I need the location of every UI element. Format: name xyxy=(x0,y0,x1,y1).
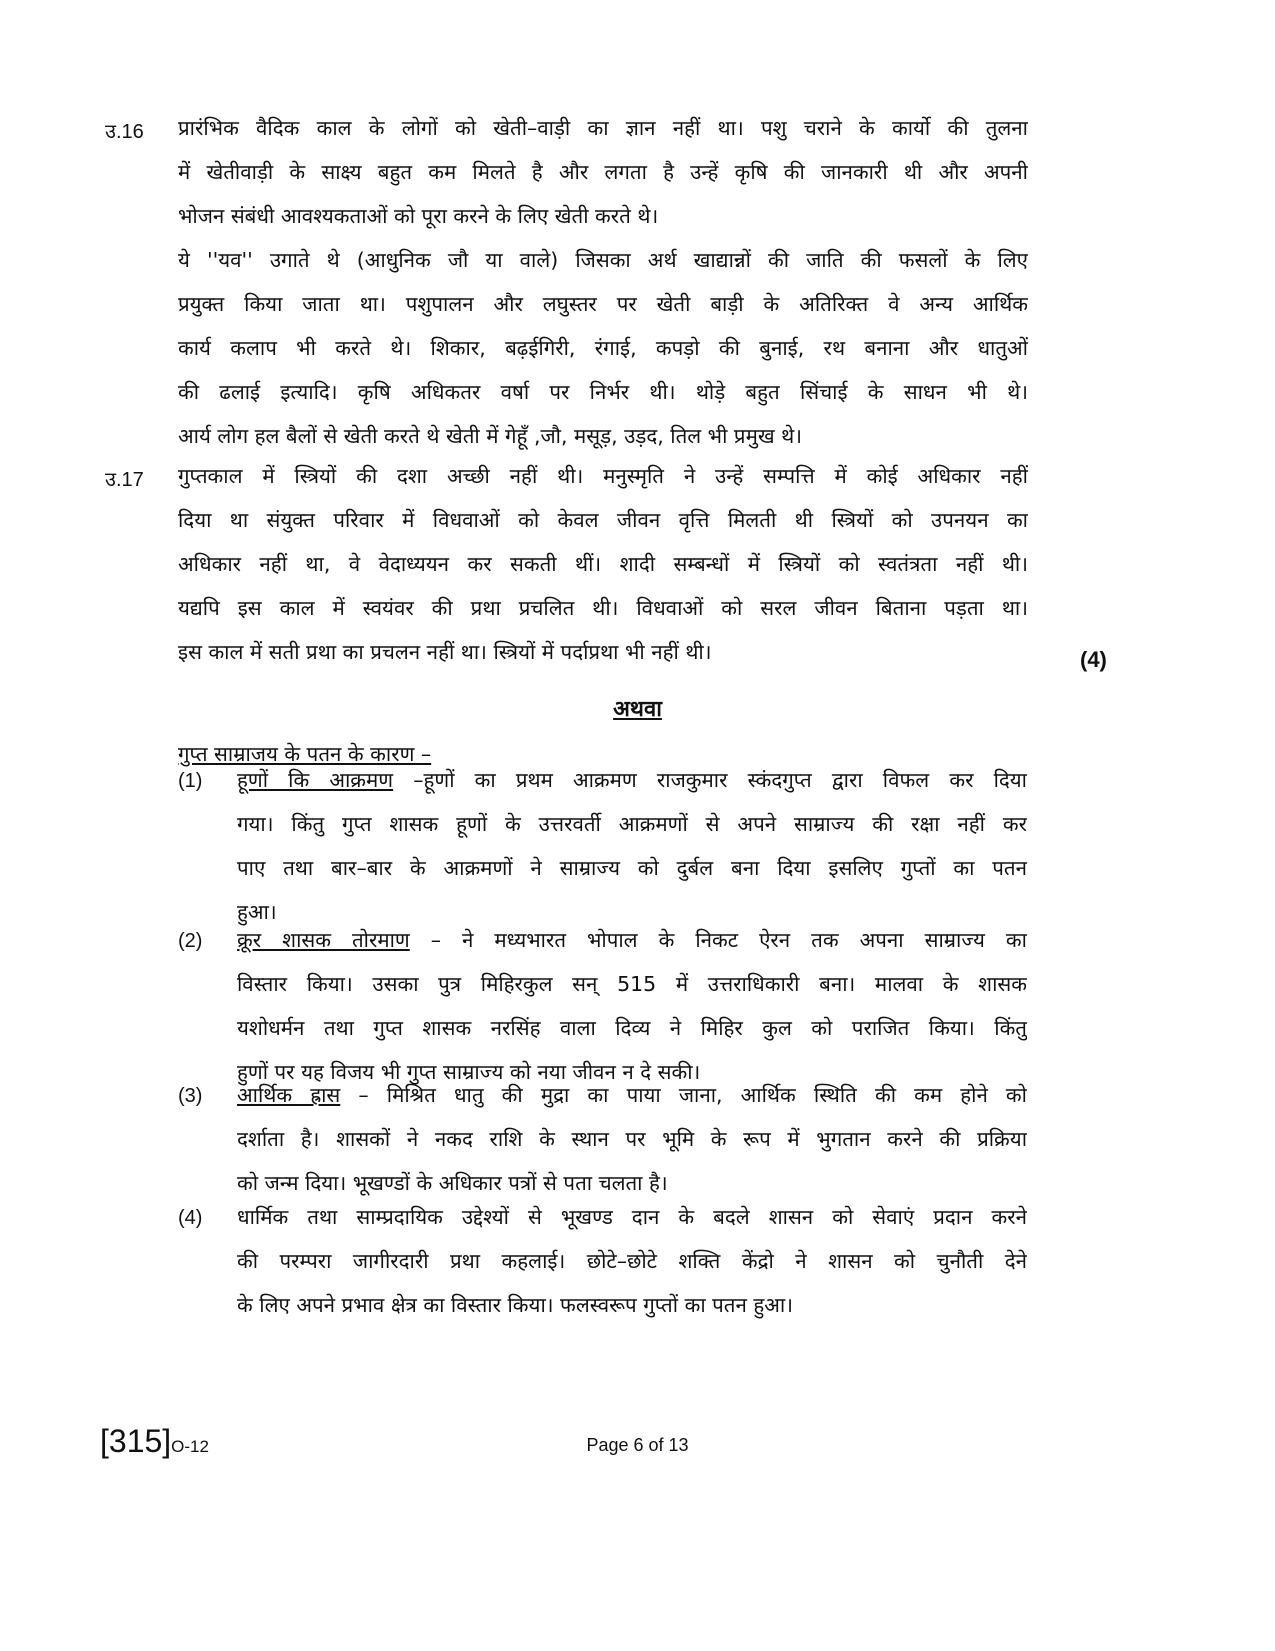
list-item xyxy=(237,1073,1027,1205)
item-line: गया। किंतु गुप्त शासक हूणों के उत्तरवर्ती आक्रमणों से अपने साम्राज्य की रक्षा नहीं कर xyxy=(237,812,1027,836)
list-item xyxy=(237,918,1027,1094)
item-text: धार्मिक तथा साम्प्रदायिक उद्देश्यों से भूखण्ड दान के बदले शासन को सेवाएं प्रदान करने xyxy=(237,1205,1027,1229)
answer-16-line: में खेतीवाड़ी के साक्ष्य बहुत कम मिलते है और लगता है उन्हें कृषि की जानकारी थी और अपनी xyxy=(178,160,1028,184)
item-line: को जन्म दिया। भूखण्डों के अधिकार पत्रों से पता चलता है। xyxy=(237,1171,668,1195)
answer-17-line: अधिकार नहीं था, वे वेदाध्ययन कर सकती थीं। शादी सम्बन्धों में स्त्रियों को स्वतंत्रता नहीं थी। xyxy=(178,552,1028,576)
answer-number-16: उ.16 xyxy=(105,121,144,143)
answer-16-line: ये ''यव'' उगाते थे (आधुनिक जौ या वाले) जिसका अर्थ खाद्यान्नों की जाति की फसलों के लिए xyxy=(178,248,1028,272)
answer-17-line: यद्यपि इस काल में स्वयंवर की प्रथा प्रचलित थी। विधवाओं को सरल जीवन बिताना पड़ता था। xyxy=(178,596,1028,620)
or-label: अथवा xyxy=(613,697,662,722)
item-line: हुणों पर यह विजय भी गुप्त साम्राज्य को नया जीवन न दे सकी। xyxy=(237,1060,701,1084)
item-text: – मिश्रित धातु की मुद्रा का पाया जाना, आर्थिक स्थिति की कम होने को xyxy=(340,1083,1027,1107)
item-text: – ने मध्यभारत भोपाल के निकट ऐरन तक अपना साम्राज्य का xyxy=(409,928,1027,952)
marks-label: (4) xyxy=(1080,647,1107,672)
answer-16-line: प्रयुक्त किया जाता था। पशुपालन और लघुस्तर पर खेती बाड़ी के अतिरिक्त वे अन्य आर्थिक xyxy=(178,292,1028,316)
item-text: –हूणों का प्रथम आक्रमण राजकुमार स्कंदगुप्त द्वारा विफल कर दिया xyxy=(393,768,1027,792)
item-line: दर्शाता है। शासकों ने नकद राशि के स्थान पर भूमि के रूप में भुगतान करने की प्रक्रिया xyxy=(237,1127,1027,1151)
answer-16-line: प्रारंभिक वैदिक काल के लोगों को खेती–वाड़ी का ज्ञान नहीं था। पशु चराने के कार्यो की तुलना xyxy=(178,116,1028,140)
answer-17-text xyxy=(178,454,1028,674)
answer-number-17: उ.17 xyxy=(105,469,144,491)
answer-17-line: गुप्तकाल में स्त्रियों की दशा अच्छी नहीं थी। मनुस्मृति ने उन्हें सम्पत्ति में कोई अधिकार नहीं xyxy=(178,464,1028,488)
answer-16-line: आर्य लोग हल बैलों से खेती करते थे खेती में गेहूँ ,जौ, मसूड़, उड़द, तिल भी प्रमुख थे। xyxy=(178,424,802,448)
item-title: हूणों कि आक्रमण xyxy=(237,768,394,792)
item-first-line xyxy=(237,918,1027,962)
page-number: Page 6 of 13 xyxy=(586,1435,689,1455)
answer-16-line: कार्य कलाप भी करते थे। शिकार, बढ़ईगिरी, रंगाई, कपड़ो की बुनाई, रथ बनाना और धातुओं xyxy=(178,336,1028,360)
paper-code-number: [315] xyxy=(100,1423,172,1459)
item-line: विस्तार किया। उसका पुत्र मिहिरकुल सन् 515 में उत्तराधिकारी बना। मालवा के शासक xyxy=(237,972,1027,996)
list-item xyxy=(237,1195,1027,1327)
item-number: (4) xyxy=(178,1207,203,1229)
item-line: के लिए अपने प्रभाव क्षेत्र का विस्तार किया। फलस्वरूप गुप्तों का पतन हुआ। xyxy=(237,1293,793,1317)
item-line: की परम्परा जागीरदारी प्रथा कहलाई। छोटे–छोटे शक्ति केंद्रो ने शासन को चुनौती देने xyxy=(237,1249,1027,1273)
item-line: यशोधर्मन तथा गुप्त शासक नरसिंह वाला दिव्य ने मिहिर कुल को पराजित किया। किंतु xyxy=(237,1016,1027,1040)
section-heading-text: गुप्त साम्राजय के पतन के कारण – xyxy=(178,742,432,766)
item-first-line xyxy=(237,1073,1027,1117)
item-title: आर्थिक ह्रास xyxy=(237,1083,341,1107)
or-divider xyxy=(0,688,1275,732)
item-line: हुआ। xyxy=(237,900,277,924)
item-number: (3) xyxy=(178,1085,203,1107)
answer-17-line: दिया था संयुक्त परिवार में विधवाओं को केवल जीवन वृत्ति मिलती थी स्त्रियों को उपनयन का xyxy=(178,508,1028,532)
item-first-line xyxy=(237,758,1027,802)
list-item xyxy=(237,758,1027,934)
answer-16-line: भोजन संबंधी आवश्यकताओं को पूरा करने के लिए खेती करते थे। xyxy=(178,204,659,228)
item-number: (2) xyxy=(178,930,203,952)
item-first-line xyxy=(237,1195,1027,1239)
item-number: (1) xyxy=(178,770,203,792)
answer-16-line: की ढलाई इत्यादि। कृषि अधिकतर वर्षा पर निर्भर थी। थोड़े बहुत सिंचाई के साधन भी थे। xyxy=(178,380,1028,404)
answer-16-text xyxy=(178,106,1028,458)
item-title: क्रूर शासक तोरमाण xyxy=(237,928,410,952)
item-line: पाए तथा बार–बार के आक्रमणों ने साम्राज्य को दुर्बल बना दिया इसलिए गुप्तों का पतन xyxy=(237,856,1027,880)
paper-code-suffix: O-12 xyxy=(171,1437,209,1456)
answer-17-line: इस काल में सती प्रथा का प्रचलन नहीं था। स्त्रियों में पर्दाप्रथा भी नहीं थी। xyxy=(178,640,712,664)
